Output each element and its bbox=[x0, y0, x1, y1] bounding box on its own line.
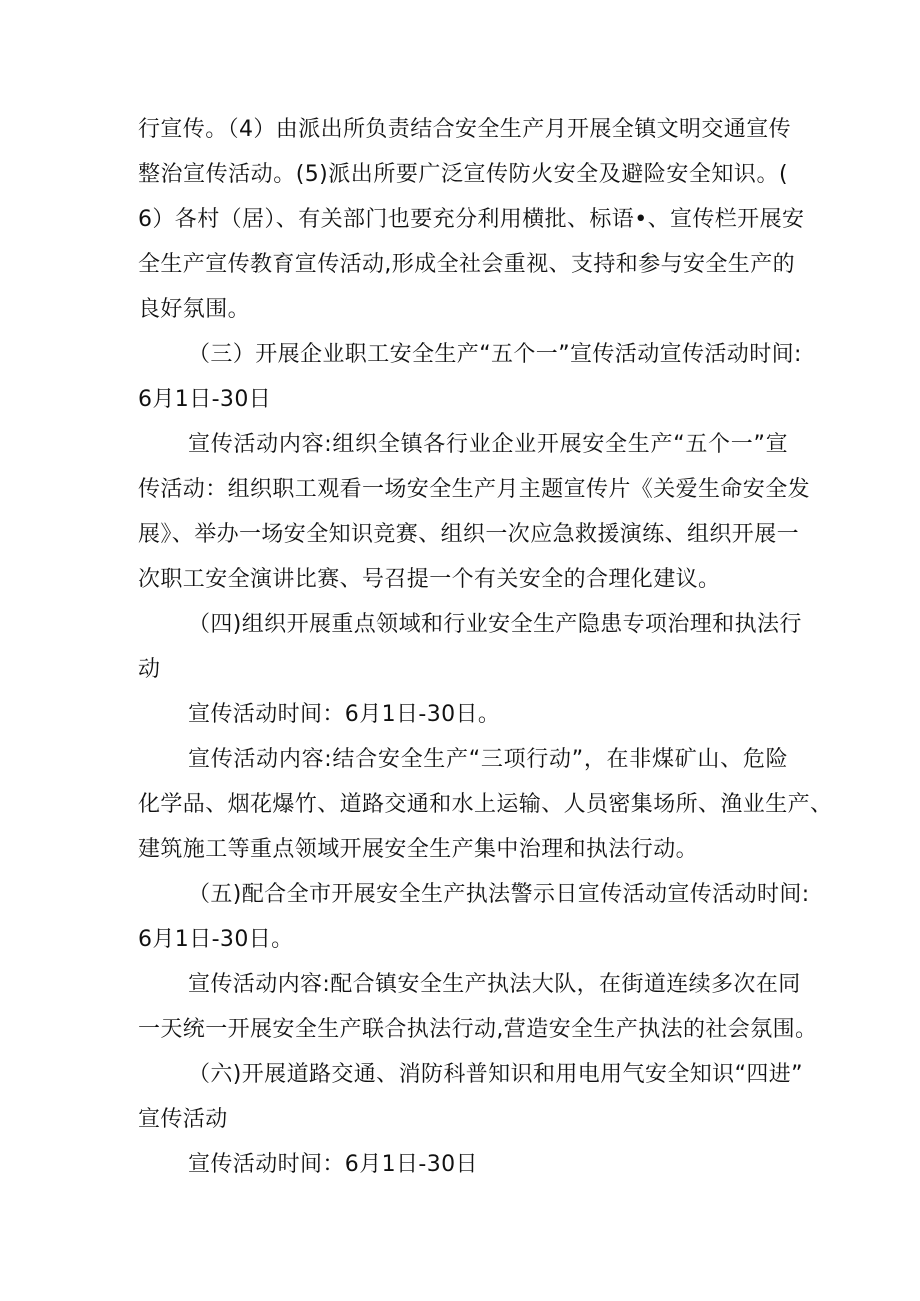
body-text-line: 次职工安全演讲比赛、号召提一个有关安全的合理化建议。 bbox=[138, 567, 721, 592]
section-heading-3: （三）开展企业职工安全生产“五个一”宣传活动宣传活动时间: bbox=[188, 342, 802, 367]
body-text-line: 展》、举办一场安全知识竞赛、组织一次应急救援演练、组织开展一 bbox=[138, 522, 800, 547]
body-text-line: 行宣传。（4）由派出所负责结合安全生产月开展全镇文明交通宣传 bbox=[138, 117, 791, 142]
section-date-5: 6月1日-30日。 bbox=[138, 927, 294, 952]
section-date-4: 宣传活动时间：6月1日-30日。 bbox=[188, 702, 501, 727]
section-heading-4-cont: 动 bbox=[138, 657, 161, 682]
body-text-line: 化学品、烟花爆竹、道路交通和水上运输、人员密集场所、渔业生产、 bbox=[138, 792, 833, 817]
section-heading-6: （六)开展道路交通、消防科普知识和用电用气安全知识“四进” bbox=[188, 1062, 803, 1087]
body-text-line: 建筑施工等重点领域开展安全生产集中治理和执法行动。 bbox=[138, 837, 699, 862]
body-text-line: 全生产宣传教育宣传活动,形成全社会重视、支持和参与安全生产的 bbox=[138, 252, 795, 277]
body-text-line: 传活动：组织职工观看一场安全生产月主题宣传片《关爱生命安全发 bbox=[138, 477, 811, 502]
body-text-line: 良好氛围。 bbox=[138, 297, 251, 322]
section-heading-4: （四)组织开展重点领域和行业安全生产隐患专项治理和执法行 bbox=[188, 612, 802, 637]
body-text-line: 宣传活动内容:结合安全生产“三项行动”，在非煤矿山、危险 bbox=[188, 747, 788, 772]
section-heading-5: （五)配合全市开展安全生产执法警示日宣传活动宣传活动时间: bbox=[188, 882, 810, 907]
section-date-6: 宣传活动时间：6月1日-30日 bbox=[188, 1152, 478, 1177]
body-text-line: 6）各村（居）、有关部门也要充分利用横批、标语•、宣传栏开展安 bbox=[138, 207, 805, 232]
section-date-3: 6月1日-30日 bbox=[138, 387, 272, 412]
body-text-line: 整治宣传活动。(5)派出所要广泛宣传防火安全及避险安全知识。( bbox=[138, 162, 788, 187]
body-text-line: 宣传活动内容:组织全镇各行业企业开展安全生产“五个一”宣 bbox=[188, 432, 788, 457]
body-text-line: 宣传活动内容:配合镇安全生产执法大队，在街道连续多次在同 bbox=[188, 972, 801, 997]
section-heading-6-cont: 宣传活动 bbox=[138, 1107, 228, 1132]
body-text-line: 一天统一开展安全生产联合执法行动,营造安全生产执法的社会氛围。 bbox=[138, 1017, 818, 1042]
